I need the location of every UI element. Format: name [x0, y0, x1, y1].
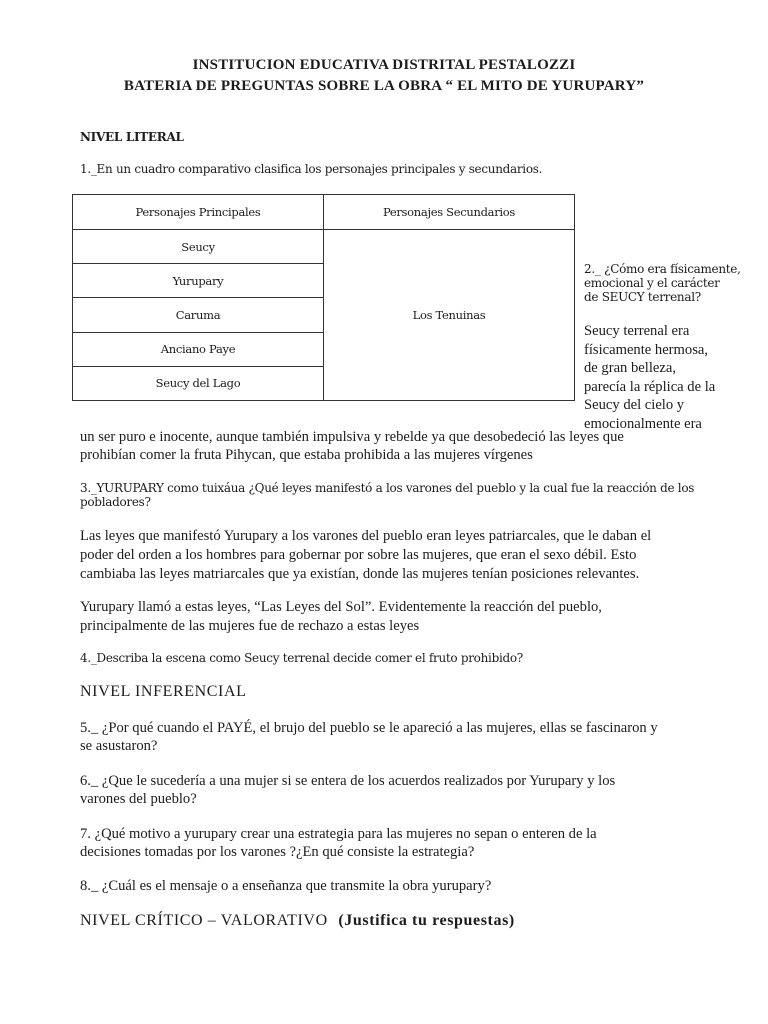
answer-2-line: un ser puro e inocente, aunque también impulsiva y rebelde ya que desobedeció las leyes que [80, 429, 624, 445]
question-6 [80, 772, 615, 808]
question-3 [80, 481, 694, 509]
question-3-line: 3._YURUPARY como tuixáua ¿Qué leyes manifestó a los varones del pueblo y la cual fue la reacción de los [80, 481, 695, 495]
document-subtitle: BATERIA DE PREGUNTAS SOBRE LA OBRA “ EL MITO DE YURUPARY” [123, 78, 645, 94]
question-2 [584, 262, 768, 304]
answer-3-line: Las leyes que manifestó Yurupary a los varones del pueblo eran leyes patriarcales, que le daban el [80, 528, 652, 544]
table-header-secundarios: Personajes Secundarios [324, 195, 575, 230]
question-6-line: 6._ ¿Que le sucedería a una mujer si se entera de los acuerdos realizados por Yurupary y los [80, 773, 616, 789]
table-header-principales: Personajes Principales [73, 195, 324, 230]
table-cell-principal: Yurupary [73, 264, 324, 298]
characters-table [72, 194, 575, 401]
question-4: 4._Describa la escena como Seucy terrenal decide comer el fruto prohibido? [80, 651, 523, 665]
question-7 [80, 825, 597, 861]
question-5-line: se asustaron? [80, 738, 158, 754]
question-7-line: 7. ¿Qué motivo a yurupary crear una estrategia para las mujeres no sepan o enteren de la [80, 826, 597, 842]
table-cell-principal: Anciano Paye [73, 332, 324, 366]
table-cell-principal: Seucy del Lago [73, 366, 324, 400]
question-3-line: pobladores? [80, 495, 151, 509]
answer-2-line: físicamente hermosa, [584, 341, 708, 358]
answer-3-line: principalmente de las mujeres fue de rechazo a estas leyes [80, 618, 420, 634]
answer-2-line: Seucy terrenal era [584, 323, 690, 339]
question-7-line: decisiones tomadas por los varones ?¿En qué consiste la estrategia? [80, 844, 475, 860]
question-2-line: emocional y el carácter [584, 276, 720, 290]
question-1: 1._En un cuadro comparativo clasifica los personajes principales y secundarios. [80, 162, 543, 176]
answer-2-line: Seucy del cielo y [584, 397, 685, 413]
section-heading-literal: NIVEL LITERAL [80, 130, 184, 144]
question-8: 8._ ¿Cuál es el mensaje o a enseñanza que transmite la obra yurupary? [80, 878, 492, 894]
section-heading-critico [80, 912, 515, 930]
question-5-line: 5._ ¿Por qué cuando el PAYÉ, el brujo del pueblo se le apareció a las mujeres, ellas se fascinaron y [80, 720, 658, 736]
question-6-line: varones del pueblo? [80, 791, 197, 807]
answer-2-line: prohibían comer la fruta Pihycan, que estaba prohibida a las mujeres vírgenes [80, 447, 533, 463]
critico-heading-text: NIVEL CRÍTICO – VALORATIVO [80, 912, 328, 929]
answer-2-line: parecía la réplica de la [584, 378, 716, 395]
section-heading-inferencial: NIVEL INFERENCIAL [80, 683, 247, 700]
table-cell-principal: Caruma [73, 298, 324, 332]
answer-3-line: poder del orden a los hombres para gobernar por sobre las mujeres, que eran el sexo débil. Esto [80, 547, 637, 563]
table-cell-principal: Seucy [73, 230, 324, 264]
answer-3-line: Yurupary llamó a estas leyes, “Las Leyes del Sol”. Evidentemente la reacción del pueblo, [80, 599, 602, 615]
answer-3-paragraph-1 [80, 527, 651, 584]
document-title: INSTITUCION EDUCATIVA DISTRITAL PESTALOZZI [192, 57, 576, 73]
answer-2-side [584, 322, 768, 433]
question-5 [80, 719, 658, 755]
question-2-line: 2._ ¿Cómo era físicamente, [584, 262, 741, 276]
question-2-line: de SEUCY terrenal? [584, 290, 701, 304]
table-cell-secundarios: Los Tenuinas [324, 230, 575, 401]
critico-subheading: (Justifica tu respuestas) [338, 912, 515, 929]
answer-3-paragraph-2 [80, 598, 602, 636]
answer-2-line: de gran belleza, [584, 360, 676, 376]
answer-3-line: cambiaba las leyes matriarcales que ya existían, donde las mujeres tenían posiciones relevantes. [80, 566, 640, 582]
answer-2-line: emocionalmente era [584, 415, 702, 432]
